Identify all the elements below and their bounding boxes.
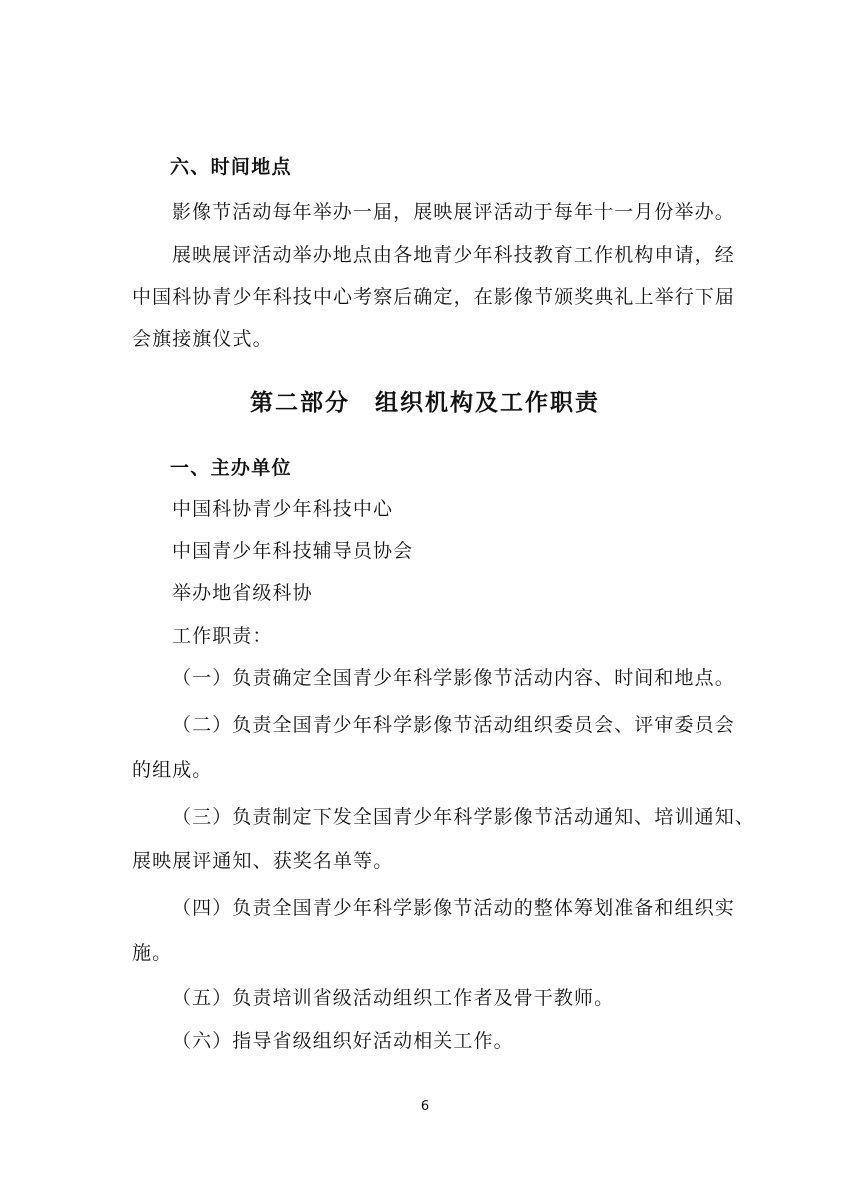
- organizer-item: 中国青少年科技辅导员协会: [172, 540, 414, 562]
- paragraph-line: 影像节活动每年举办一届，展映展评活动于每年十一月份举办。: [172, 201, 735, 223]
- duty-item: （六）指导省级组织好活动相关工作。: [172, 1030, 514, 1052]
- organizer-item: 中国科协青少年科技中心: [172, 498, 394, 520]
- organizer-item: 举办地省级科协: [172, 582, 313, 604]
- paragraph-line: 展映展评活动举办地点由各地青少年科技教育工作机构申请，经: [172, 244, 735, 266]
- paragraph-line: 会旗接旗仪式。: [132, 328, 273, 350]
- part-title: 第二部分 组织机构及工作职责: [250, 390, 600, 416]
- duty-item: （四）负责全国青少年科学影像节活动的整体筹划准备和组织实: [172, 897, 735, 919]
- section-heading-organizers: 一、主办单位: [170, 457, 292, 479]
- duty-item: （三）负责制定下发全国青少年科学影像节活动通知、培训通知、: [172, 806, 755, 828]
- duty-item-continuation: 的组成。: [132, 759, 213, 781]
- duties-label: 工作职责：: [172, 625, 273, 647]
- duty-item: （二）负责全国青少年科学影像节活动组织委员会、评审委员会: [172, 714, 735, 736]
- duty-item-continuation: 施。: [132, 942, 173, 964]
- section-heading-time-location: 六、时间地点: [170, 156, 292, 178]
- duty-item-continuation: 展映展评通知、获奖名单等。: [132, 850, 394, 872]
- duty-item: （一）负责确定全国青少年科学影像节活动内容、时间和地点。: [172, 667, 735, 689]
- duty-item: （五）负责培训省级活动组织工作者及骨干教师。: [172, 987, 615, 1009]
- page-number: 6: [420, 1099, 430, 1114]
- paragraph-line: 中国科协青少年科技中心考察后确定，在影像节颁奖典礼上举行下届: [132, 286, 736, 308]
